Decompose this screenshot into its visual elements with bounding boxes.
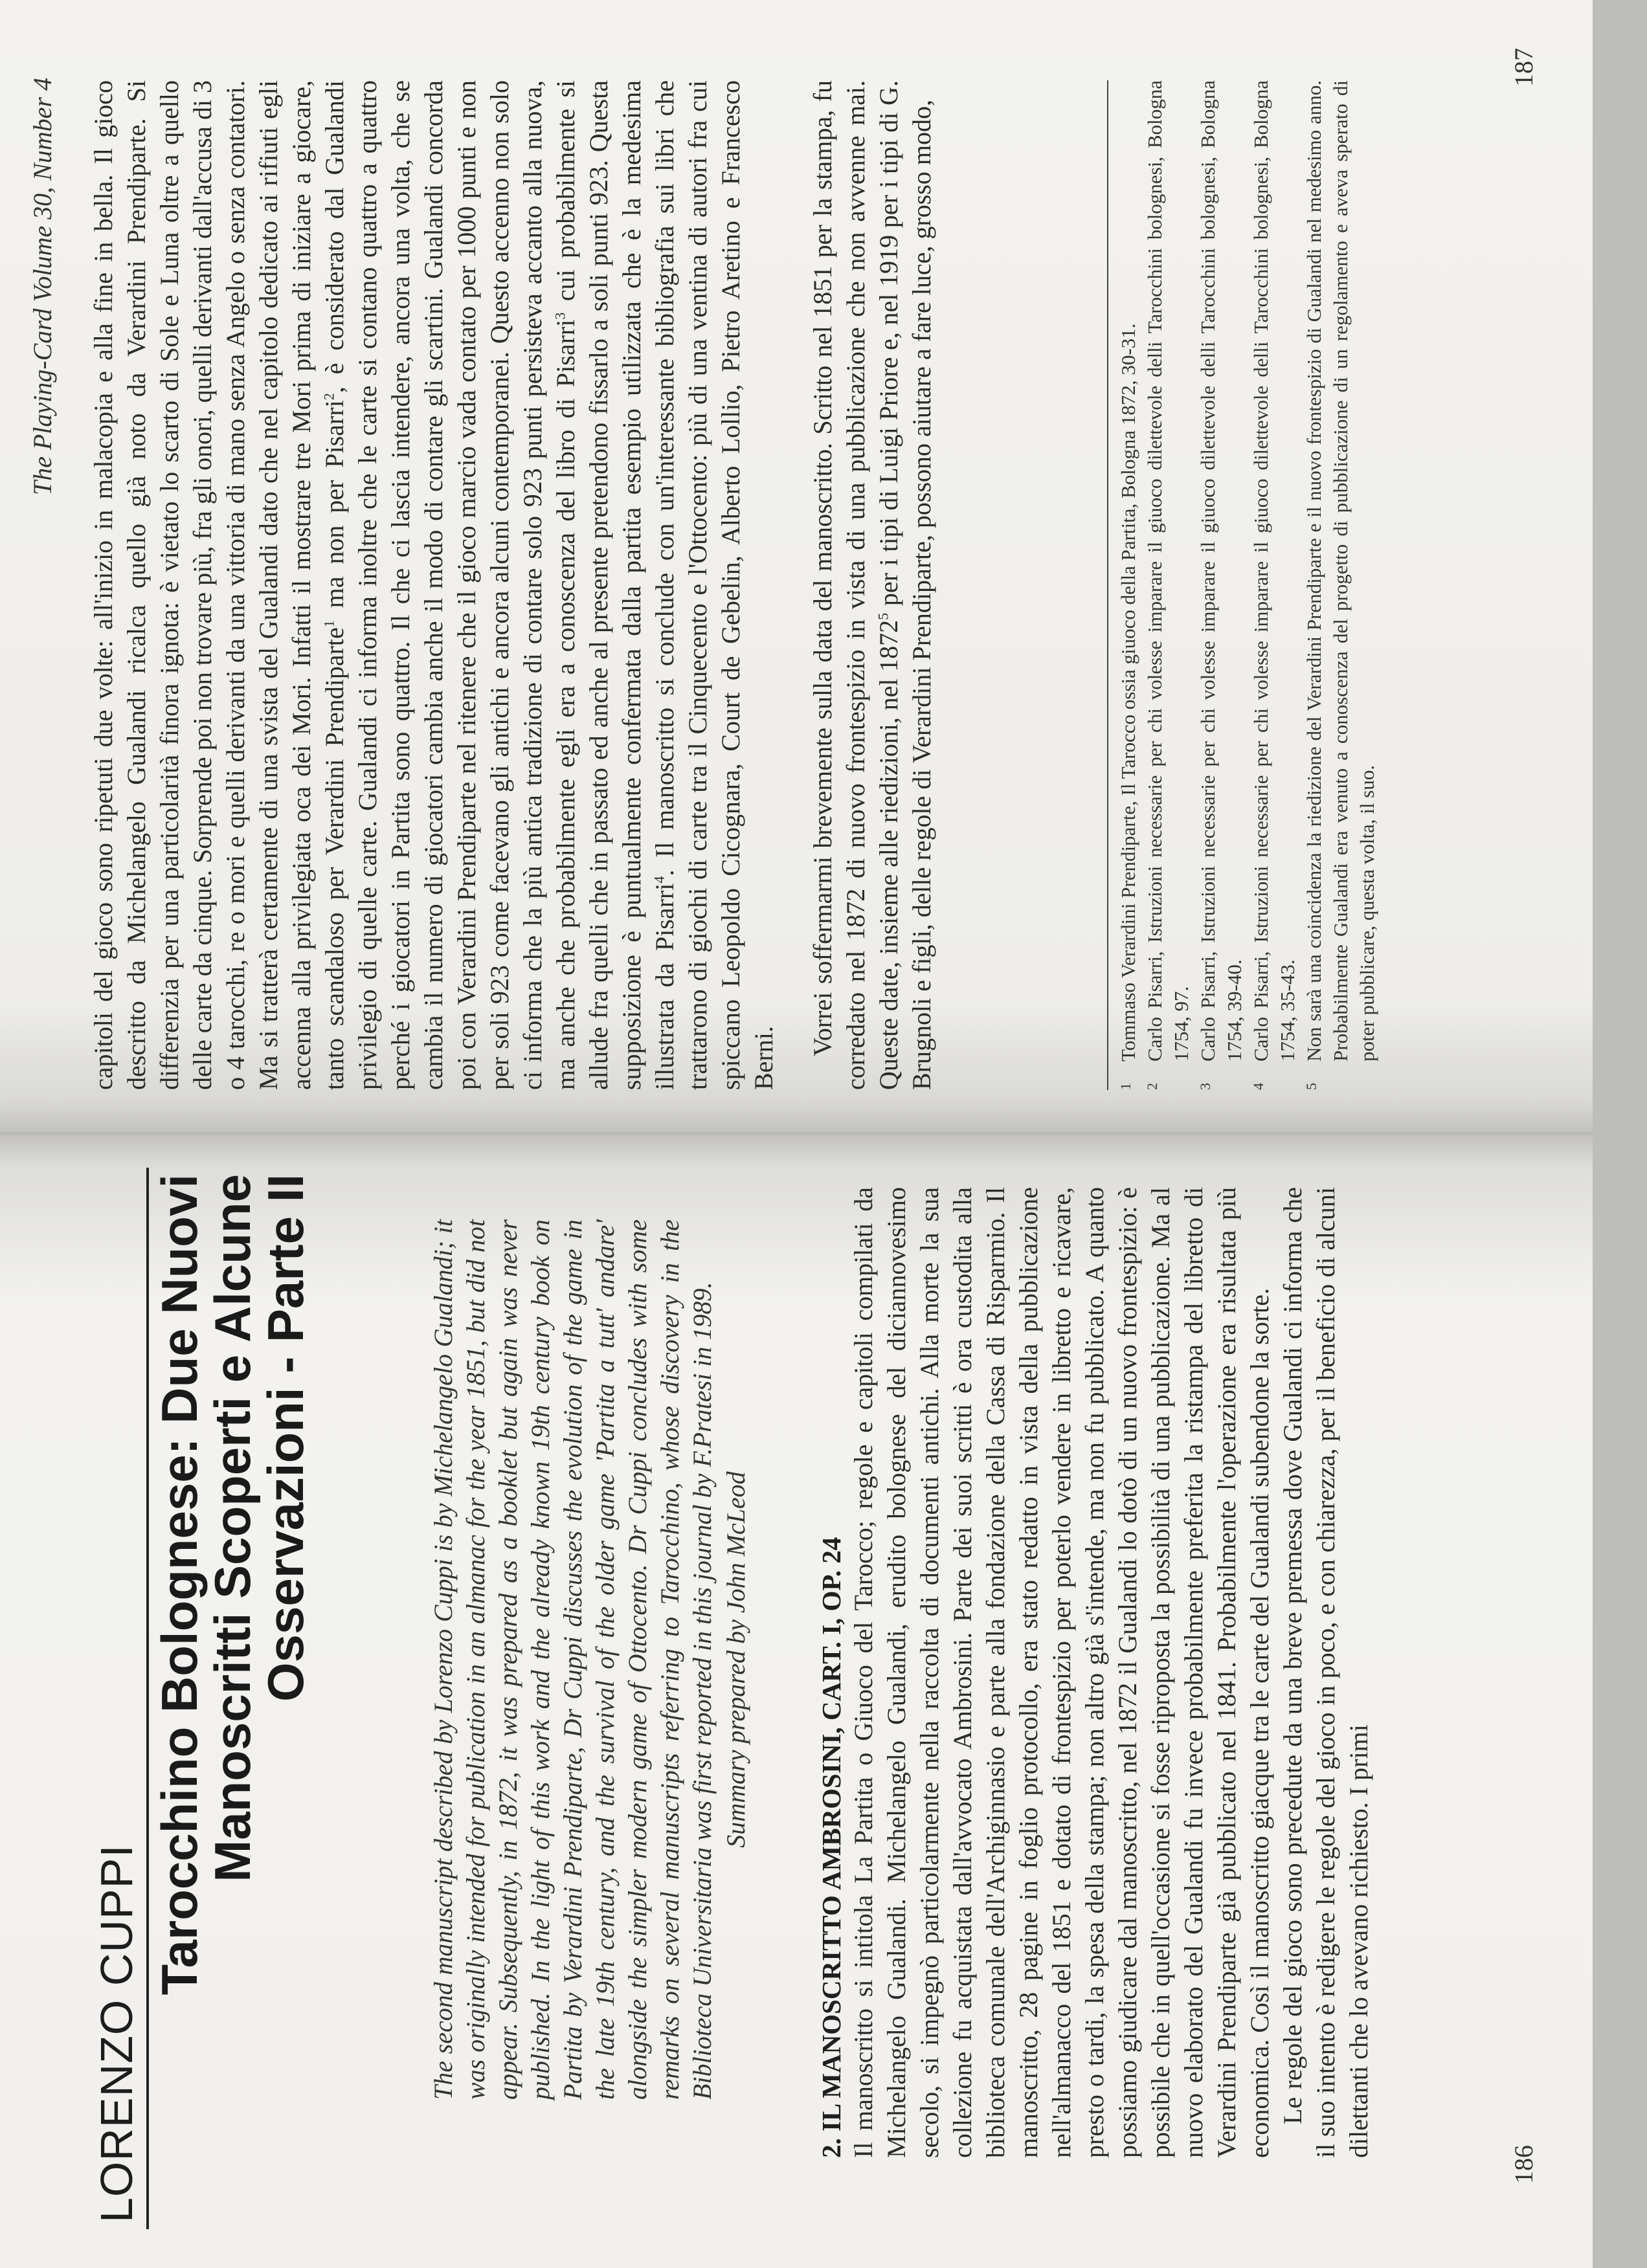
footnote-ref: 5	[875, 612, 891, 620]
footnote-text: Carlo Pisarri, Istruzioni necessarie per chi volesse imparare il giuoco dilettevole delli Tarocchini bolognesi, Bologna 1754, 35-43.	[1249, 80, 1299, 1062]
text-run: Vorrei soffermarmi brevemente sulla data del manoscritto. Scritto nel 1851 per la stampa, fu corredato nel 1872 di nuovo frontespizio in vista di una pubblicazione che non avvenne mai. Queste date, insieme alle riedizioni, nel 1872	[808, 80, 903, 1090]
footnote-number: 5	[1303, 1083, 1319, 1090]
title-line: Tarocchino Bolognese: Due Nuovi	[151, 1174, 208, 1996]
footnote-ref: 3	[552, 312, 568, 320]
footnote-rule	[1107, 80, 1108, 1090]
footnote-ref: 4	[651, 876, 667, 884]
footnote-text: Carlo Pisarri, Istruzioni necessarie per chi volesse imparare il giuoco dilettevole delli Tarocchini bolognesi, Bologna 1754, 39-40.	[1196, 80, 1246, 1062]
text-run: . Il manoscritto si conclude con un'interessante bibliografia sui libri che trattarono di giochi di carte tra il Cinquecento e l'Ottocento: più di una ventina di autori fra cui spiccano Leopoldo Cicognara, Court de Gebelin, Alberto Lollio, Pietro Aretino e Francesco Berni.	[650, 80, 778, 1090]
text-run: capitoli del gioco sono ripetuti due volte: all'inizio in malacopia e alla fine in bella. Il gioco descritto da Michelangelo Gualandi ricalca quello già noto da Verardini Prendiparte. Si differenzia per una particolarità finora ignota: è vietato lo scarto di Sole e Luna oltre a quello delle carte da cinque. Sorprende poi non trovare più, fra gli onori, quelli derivanti dall'accusa di 3 o 4 tarocchi, re o mori e quelli derivanti da una vittoria di mano senza Angelo o senza contatori. Ma si tratterà certamente di una svista del Gualandi dato che nel capitolo dedicato ai rifiuti egli accenna alla privilegiata oca dei Mori. Infatti il mostrare tre Mori prima di iniziare a giocare, tanto scandaloso per Verardini Prendiparte	[89, 80, 349, 1090]
right-body-text	[61, 80, 964, 1090]
text-run: cui probabilmente si allude fra quelli che in passato ed anche al presente pretendono fissarlo a soli punti 923. Questa supposizione è puntualmente confermata dalla partita esempio utilizzata che è la medesima illustrata da Pisarri	[551, 80, 679, 1090]
paragraph: Il manoscritto si intitola La Partita o Giuoco del Tarocco; regole e capitoli compilati da Michelangelo Gualandi. Michelangelo Gualandi, erudito bolognese del diciannovesimo secolo, si impegnò particolarmente nella raccolta di documenti antichi. Alla morte la sua collezione fu acquistata dall'avvocato Ambrosini. Parte dei suoi scritti è ora custodita alla biblioteca comunale dell'Archiginnasio e parte alla fondazione della Cassa di Risparmio. Il manoscritto, 28 pagine in foglio protocollo, era stato redatto in vista della pubblicazione nell'almanacco del 1851 e dotato di frontespizio per poterlo vendere in libretto e ricavare, presto o tardi, la spesa della stampa; non altro già s'intende, ma non fu pubblicato. A quanto possiamo giudicare dal manoscritto, nel 1872 il Gualandi lo dotò di un nuovo frontespizio: è possibile che in quell'occasione si fosse riproposta la possibilità di una pubblicazione. Ma al nuovo elaborato del Gualandi fu invece probabilmente preferita la ristampa del libretto di Verardini Prendiparte già pubblicato nel 1841. Probabilmente l'operazione era risultata più economica. Così il manoscritto giacque tra le carte del Gualandi subendone la sorte.	[849, 1187, 1274, 2158]
title-line: Osservazioni - Parte II	[257, 1174, 314, 1702]
paragraph	[806, 80, 938, 1090]
paragraph	[87, 80, 780, 1090]
running-header: The Playing-Card Volume 30, Number 4	[28, 78, 57, 496]
text-run: ma non per Pisarri	[320, 400, 349, 621]
book-gutter	[0, 1100, 1593, 1168]
author-name: LORENZO CUPPI	[91, 1844, 142, 2223]
footnote-ref: 1	[320, 620, 337, 628]
footnote	[1248, 80, 1301, 1090]
footnote-text: Non sarà una coincidenza la riedizione del Verardini Prendiparte e il nuovo frontespizio di Gualandi nel medesimo anno. Probabilmente Gualandi era venuto a conoscenza del progetto di pubblicazione di un regolamento e aveva sperato di poter pubblicare, questa volta, il suo.	[1303, 80, 1378, 1062]
left-page	[0, 1134, 1593, 2268]
paragraph: Le regole del gioco sono precedute da una breve premessa dove Gualandi ci informa che il suo intento è redigere le regole del gioco in poco, e con chiarezza, per il beneficio di alcuni dilettanti che lo avevano richiesto. I primi	[1278, 1187, 1373, 2158]
footnote-text: Carlo Pisarri, Istruzioni necessarie per chi volesse imparare il giuoco dilettevole delli Tarocchini bolognesi, Bologna 1754, 97.	[1143, 80, 1193, 1062]
footnote	[1141, 80, 1194, 1090]
page-number-right: 187	[1509, 48, 1538, 87]
section-heading: 2. IL MANOSCRITTO AMBROSINI, CART. I, OP. 24	[816, 1537, 846, 2158]
summary-text: The second manuscript described by Lorenzo Cuppi is by Michelangelo Gualandi; it was originally intended for publication in an almanac for the year 1851, but did not appear. Subsequently, in 1872, it was prepared as a booklet but again was never published. In the light of this work and the already known 19th century book on Partita by Verardini Prendiparte, Dr Cuppi discusses the evolution of the game in the late 19th century, and the survival of the older game 'Partita a tutt' andare' alongside the simpler modern game of Ottocento. Dr Cuppi concludes with some remarks on several manuscripts referring to Tarocchino, whose discovery in the Biblioteca Universitaria was first reported in this journal by F.Pratesi in 1989.	[429, 1219, 717, 2100]
footnotes	[1115, 80, 1380, 1090]
footnote	[1301, 80, 1380, 1090]
footnote	[1115, 80, 1141, 1090]
footnote-number: 4	[1250, 1083, 1266, 1090]
text-run: per i tipi di Luigi Priore e, nel 1919 per i tipi di G. Brugnoli e figli, delle regole di Verardini Prendiparte, possono aiutare a fare luce, grosso modo,	[874, 80, 936, 1090]
footnote-text: Tommaso Verardini Prendiparte, Il Tarocco ossia giuoco della Partita, Bologna 1872, 30-31.	[1117, 323, 1139, 1062]
text-run: , è considerato dal Gualandi privilegio di quelle carte. Gualandi ci informa inoltre che le carte si contano quattro a quattro perché i giocatori in Partita sono quattro. Il che ci lascia intendere, ancora una volta, che se cambia il numero di giocatori cambia anche il modo di contare gli scartini. Gualandi concorda poi con Verardini Prendiparte nel ritenere che il gioco marcio vada contato per 1000 punti e non per soli 923 come facevano gli antichi e ancora alcuni contemporanei. Questo accenno non solo ci informa che la più antica tradizione di contare solo 923 punti persisteva accanto alla nuova, ma anche che probabilmente egli era a conoscenza del libro di Pisarri	[320, 80, 580, 1090]
page-number-left: 186	[1509, 2145, 1538, 2184]
left-body-text	[847, 1187, 1375, 2158]
article-title	[153, 1174, 312, 2210]
summary-credit: Summary prepared by John McLeod	[721, 1471, 750, 1848]
footnote	[1194, 80, 1248, 1090]
english-summary	[427, 1219, 752, 2100]
title-rule	[146, 1168, 149, 2229]
footnote-ref: 2	[320, 393, 337, 401]
title-line: Manoscritti Scoperti e Alcune	[204, 1174, 261, 1882]
footnote-number: 1	[1117, 1083, 1134, 1090]
scan-margin	[1593, 0, 1647, 2268]
footnote-number: 3	[1197, 1083, 1213, 1090]
footnote-number: 2	[1144, 1083, 1160, 1090]
